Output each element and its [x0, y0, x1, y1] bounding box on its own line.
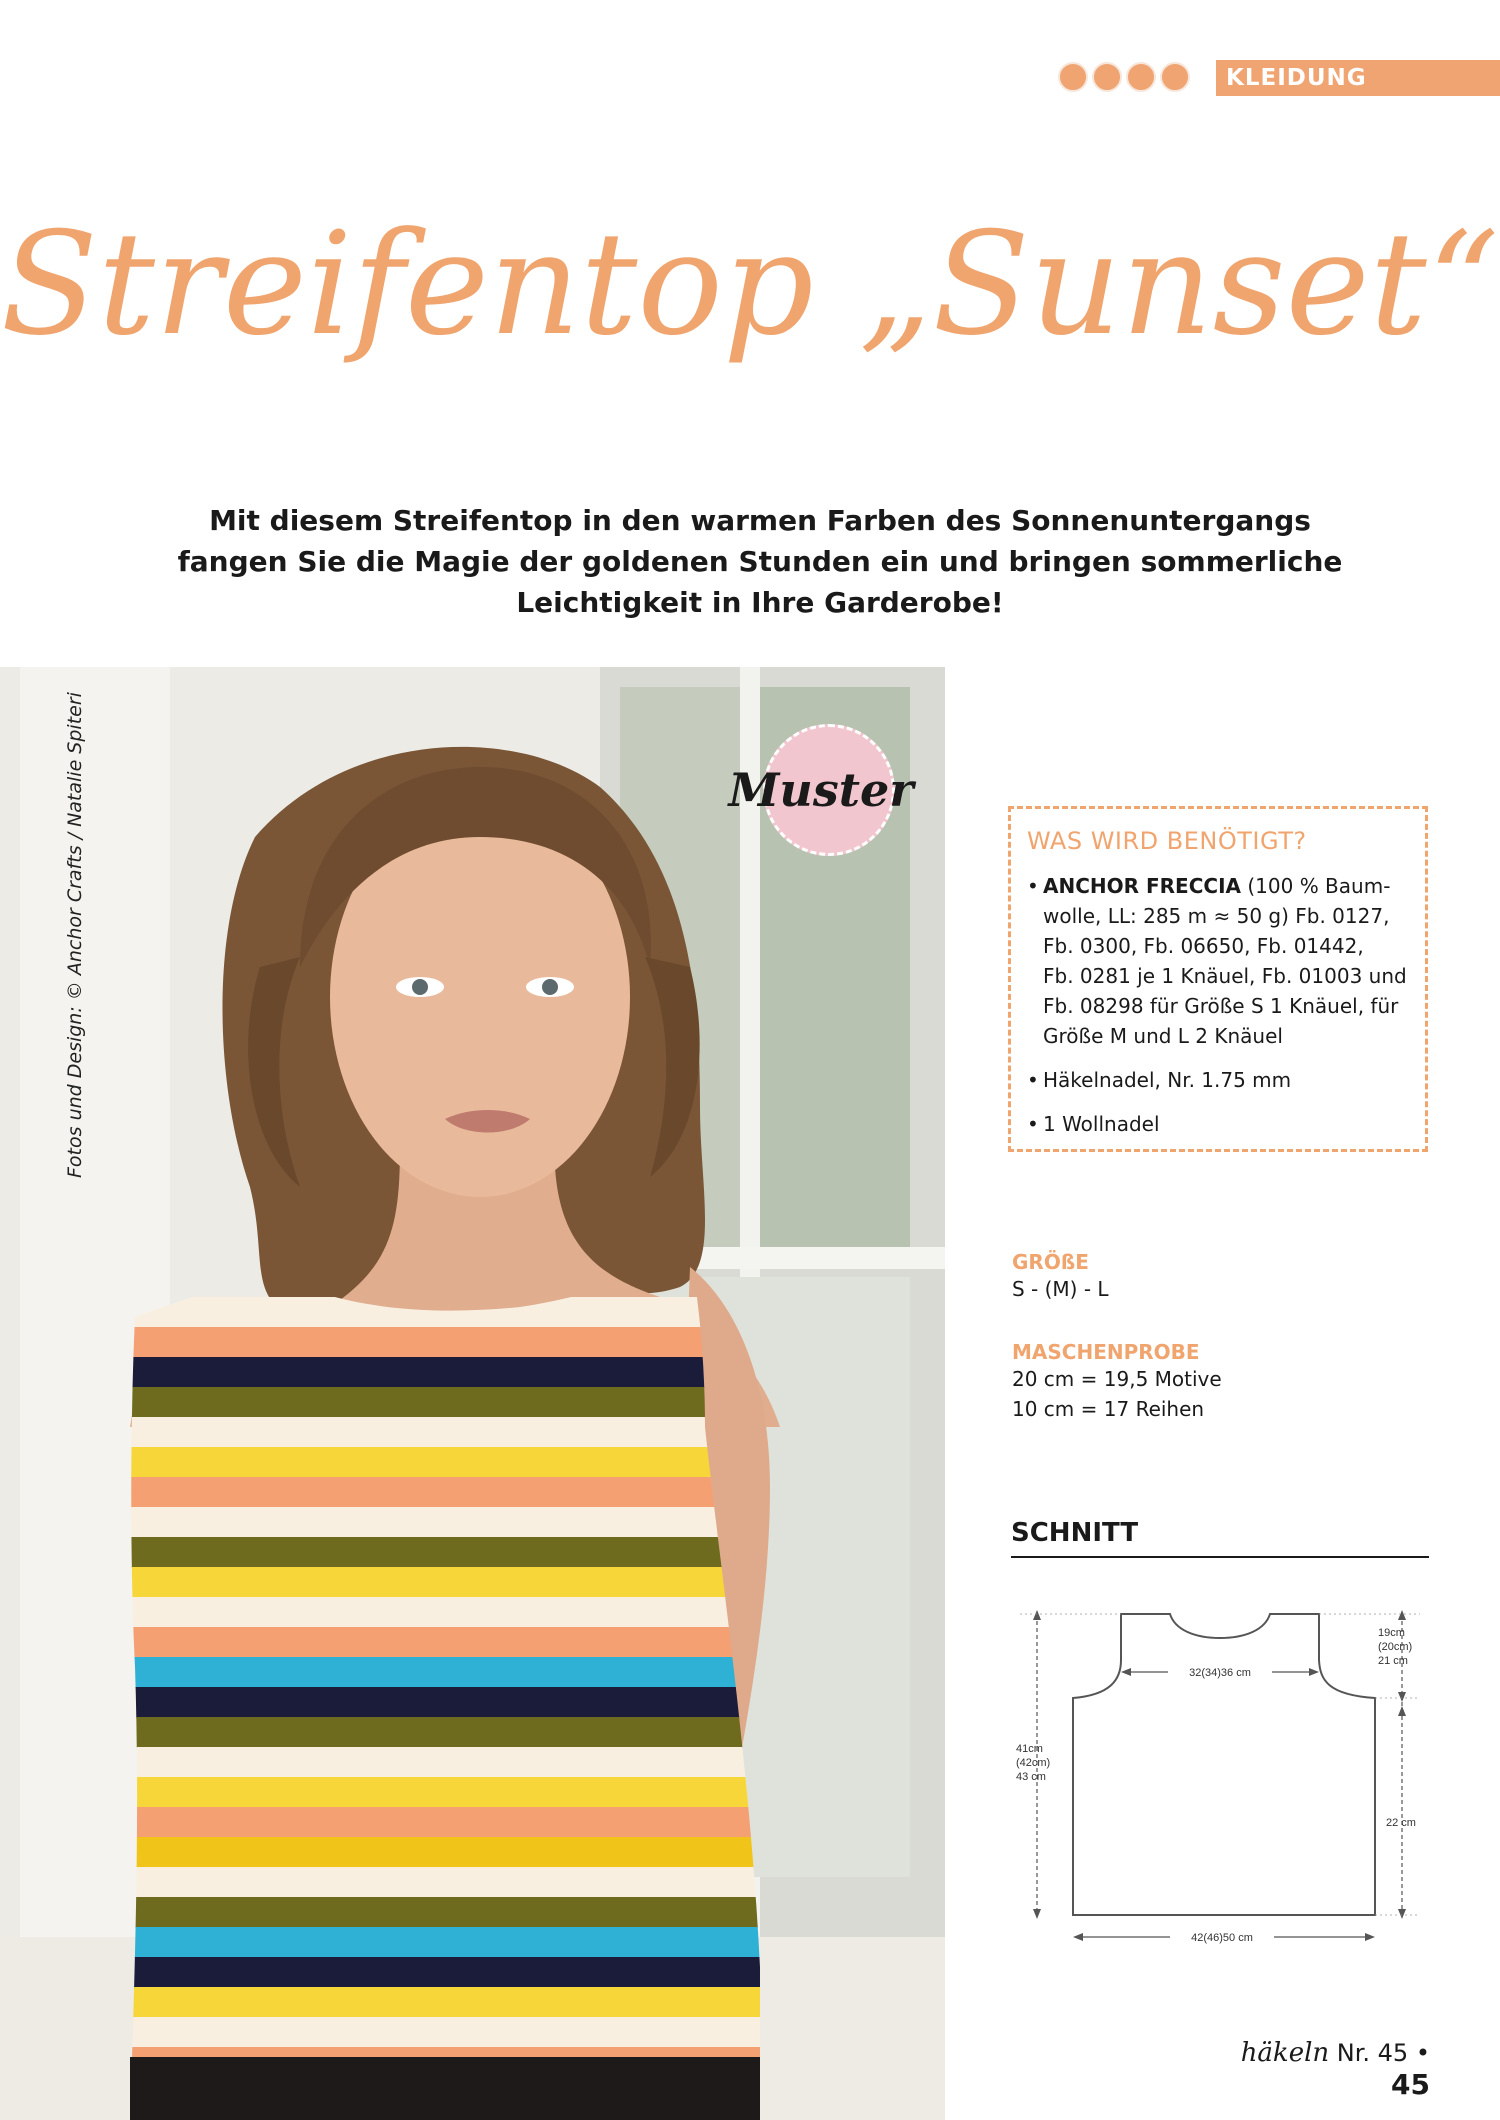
- yarn-line-4: Fb. 0281 je 1 Knäuel, Fb. 01003 und: [1043, 964, 1407, 988]
- stripe: [100, 1627, 800, 1658]
- stripe: [100, 1387, 800, 1418]
- stripe: [100, 1837, 800, 1868]
- gauge-section: [1012, 1340, 1432, 1424]
- gauge-label: MASCHENPROBE: [1012, 1340, 1200, 1364]
- bottom-width-label: 42(46)50 cm: [1191, 1932, 1253, 1944]
- intro-text: [160, 500, 1360, 623]
- bullet: •: [1027, 1068, 1039, 1092]
- stripe: [100, 1417, 800, 1448]
- page-footer: [1200, 2038, 1430, 2101]
- page-title: Streifentop „Sunset“: [0, 202, 1500, 367]
- stripe: [100, 1327, 800, 1358]
- stripe: [100, 1687, 800, 1718]
- needle-text: 1 Wollnadel: [1043, 1112, 1160, 1136]
- yarn-ball-icon: [1058, 62, 1088, 92]
- stripe: [100, 2017, 800, 2048]
- category-label: KLEIDUNG: [1216, 60, 1500, 96]
- issue-number: Nr. 45: [1336, 2039, 1409, 2067]
- muster-badge: [728, 724, 914, 856]
- yarn-line-6: Größe M und L 2 Knäuel: [1043, 1024, 1283, 1048]
- height-label-2: (42cm): [1016, 1757, 1051, 1769]
- stripe: [100, 1927, 800, 1958]
- size-value: S - (M) - L: [1012, 1277, 1109, 1301]
- bullet: •: [1027, 1112, 1039, 1136]
- materials-box: [1008, 806, 1428, 1152]
- stripe: [100, 1777, 800, 1808]
- difficulty-rating: [1058, 62, 1206, 92]
- stripe: [100, 1357, 800, 1388]
- arrow-head: [1398, 1692, 1406, 1702]
- intro-line-2: fangen Sie die Magie der goldenen Stunden ein und bringen sommerliche: [177, 545, 1343, 578]
- stripe: [100, 1957, 800, 1988]
- arrow-head: [1073, 1933, 1083, 1941]
- size-label: GRÖßE: [1012, 1250, 1089, 1274]
- intro-line-3: Leichtigkeit in Ihre Garderobe!: [516, 586, 1004, 619]
- stripe: [100, 1537, 800, 1568]
- stripe: [100, 1567, 800, 1598]
- size-section: [1012, 1250, 1432, 1304]
- yarn-line-3: Fb. 0300, Fb. 06650, Fb. 01442,: [1043, 934, 1364, 958]
- gauge-line-1: 20 cm = 19,5 Motive: [1012, 1367, 1222, 1391]
- stripe: [100, 1657, 800, 1688]
- page-number: 45: [1391, 2068, 1430, 2101]
- arrow-head: [1398, 1610, 1406, 1620]
- top-width-label: 32(34)36 cm: [1189, 1667, 1251, 1679]
- stripe: [100, 1897, 800, 1928]
- body-label: 22 cm: [1386, 1817, 1416, 1829]
- armhole-label-3: 21 cm: [1378, 1655, 1408, 1667]
- photo-illustration: [0, 667, 945, 2120]
- footer-bullet: •: [1415, 2039, 1430, 2067]
- yarn-line-1: (100 % Baum-: [1247, 874, 1391, 898]
- arrow-head: [1398, 1706, 1406, 1716]
- stripe: [100, 1987, 800, 2018]
- materials-hook: [1027, 1065, 1407, 1095]
- schnitt-diagram: [1010, 1600, 1430, 1960]
- stripe: [100, 1717, 800, 1748]
- arrow-head: [1398, 1909, 1406, 1919]
- intro-line-1: Mit diesem Streifentop in den warmen Farben des Sonnenuntergangs: [209, 504, 1311, 537]
- materials-needle: [1027, 1109, 1407, 1139]
- stripe: [100, 1477, 800, 1508]
- garment-outline: [1073, 1614, 1375, 1915]
- badge-label: Muster: [728, 763, 914, 817]
- stripe: [100, 1867, 800, 1898]
- magazine-name: häkeln: [1240, 2038, 1330, 2068]
- yarn-line-5: Fb. 08298 für Größe S 1 Knäuel, für: [1043, 994, 1399, 1018]
- arrow-head: [1033, 1610, 1041, 1620]
- yarn-ball-icon: [1092, 62, 1122, 92]
- yarn-line-2: wolle, LL: 285 m ≈ 50 g) Fb. 0127,: [1043, 904, 1390, 928]
- arrow-head: [1121, 1668, 1131, 1676]
- gauge-line-2: 10 cm = 17 Reihen: [1012, 1397, 1205, 1421]
- materials-yarn: [1027, 871, 1407, 1051]
- yarn-ball-icon: [1160, 62, 1190, 92]
- arrow-head: [1033, 1909, 1041, 1919]
- materials-title: WAS WIRD BENÖTIGT?: [1027, 827, 1307, 855]
- armhole-label-2: (20cm): [1378, 1641, 1413, 1653]
- arrow-head: [1365, 1933, 1375, 1941]
- bullet: •: [1027, 874, 1039, 898]
- stripe: [100, 1507, 800, 1538]
- yarn-brand: ANCHOR FRECCIA: [1043, 874, 1241, 898]
- armhole-label-1: 19cm: [1378, 1627, 1405, 1639]
- hook-text: Häkelnadel, Nr. 1.75 mm: [1043, 1068, 1292, 1092]
- height-label-3: 43 cm: [1016, 1771, 1046, 1783]
- schnitt-title: SCHNITT: [1011, 1518, 1429, 1558]
- stripe: [100, 1447, 800, 1478]
- stripe: [100, 1807, 800, 1838]
- yarn-ball-icon: [1126, 62, 1156, 92]
- stripe: [100, 1747, 800, 1778]
- stripe: [100, 1597, 800, 1628]
- model-photo: [0, 667, 945, 2120]
- arrow-head: [1309, 1668, 1319, 1676]
- height-label-1: 41cm: [1016, 1743, 1043, 1755]
